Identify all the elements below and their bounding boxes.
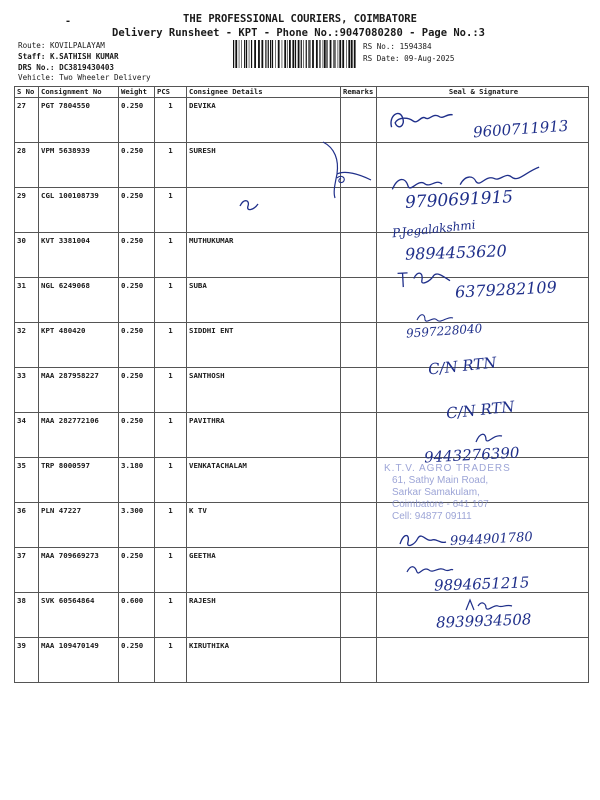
cell-remarks bbox=[341, 98, 377, 143]
cell-pcs: 1 bbox=[155, 638, 187, 683]
cell-consignment: TRP 8000597 bbox=[39, 458, 119, 503]
cell-consignee: SIDDHI ENT bbox=[187, 323, 341, 368]
cell-sno: 33 bbox=[15, 368, 39, 413]
cell-consignment: MAA 282772106 bbox=[39, 413, 119, 458]
col-weight: Weight bbox=[119, 87, 155, 98]
cell-consignment: KVT 3381004 bbox=[39, 233, 119, 278]
cell-consignee: SUBA bbox=[187, 278, 341, 323]
cell-consignee: VENKATACHALAM bbox=[187, 458, 341, 503]
dash-mark: - bbox=[65, 16, 72, 27]
table-row bbox=[15, 323, 589, 368]
cell-weight: 0.250 bbox=[119, 98, 155, 143]
cell-consignee: RAJESH bbox=[187, 593, 341, 638]
col-consignee: Consignee Details bbox=[187, 87, 341, 98]
cell-remarks bbox=[341, 278, 377, 323]
cell-remarks bbox=[341, 413, 377, 458]
handwritten-phone: 6379282109 bbox=[454, 277, 558, 302]
cell-pcs: 1 bbox=[155, 593, 187, 638]
cell-sno: 30 bbox=[15, 233, 39, 278]
handwritten-phone: 9790691915 bbox=[404, 187, 514, 213]
stamp-name: K.T.V. AGRO TRADERS bbox=[384, 463, 511, 474]
ink-scribble bbox=[238, 196, 260, 218]
runsheet-subtitle: Delivery Runsheet - KPT - Phone No.:9047080280 - Page No.:3 bbox=[112, 27, 485, 39]
cell-weight: 3.180 bbox=[119, 458, 155, 503]
company-title: THE PROFESSIONAL COURIERS, COIMBATORE bbox=[183, 13, 417, 25]
cell-pcs: 1 bbox=[155, 503, 187, 548]
cell-weight: 0.250 bbox=[119, 368, 155, 413]
cell-sno: 36 bbox=[15, 503, 39, 548]
cell-sno: 27 bbox=[15, 98, 39, 143]
cell-sno: 31 bbox=[15, 278, 39, 323]
cell-weight: 0.250 bbox=[119, 413, 155, 458]
cell-remarks bbox=[341, 638, 377, 683]
handwritten-phone: 9944901780 bbox=[449, 529, 534, 550]
cell-consignment: SVK 60564864 bbox=[39, 593, 119, 638]
table-header-row bbox=[15, 87, 589, 98]
signature-row31 bbox=[393, 266, 454, 295]
route-label: Route: KOVILPALAYAM bbox=[18, 41, 105, 50]
cell-consignee: SANTHOSH bbox=[187, 368, 341, 413]
cell-pcs: 1 bbox=[155, 278, 187, 323]
cell-sno: 28 bbox=[15, 143, 39, 188]
cell-consignment: VPM 5638939 bbox=[39, 143, 119, 188]
cell-pcs: 1 bbox=[155, 368, 187, 413]
handwritten-phone: 9597228040 bbox=[405, 321, 483, 341]
stamp-phone: Cell: 94877 09111 bbox=[392, 511, 472, 522]
handwritten-phone: 9894453620 bbox=[404, 241, 508, 264]
rs-date-label: RS Date: 09-Aug-2025 bbox=[363, 54, 455, 63]
cell-remarks bbox=[341, 323, 377, 368]
col-consignment: Consignment No bbox=[39, 87, 119, 98]
cell-consignee: PAVITHRA bbox=[187, 413, 341, 458]
cell-weight: 0.250 bbox=[119, 548, 155, 593]
col-signature: Seal & Signature bbox=[377, 87, 589, 98]
cell-consignment: PLN 47227 bbox=[39, 503, 119, 548]
cell-remarks bbox=[341, 368, 377, 413]
cell-weight: 0.250 bbox=[119, 233, 155, 278]
cell-consignment: NGL 6249068 bbox=[39, 278, 119, 323]
cell-sno: 35 bbox=[15, 458, 39, 503]
cell-pcs: 1 bbox=[155, 458, 187, 503]
handwritten-phone: 8939934508 bbox=[435, 610, 532, 632]
company-stamp bbox=[384, 463, 554, 523]
handwritten-phone: 9600711913 bbox=[472, 116, 569, 142]
cell-weight: 0.600 bbox=[119, 593, 155, 638]
cell-remarks bbox=[341, 548, 377, 593]
cell-consignee: GEETHA bbox=[187, 548, 341, 593]
cell-weight: 0.250 bbox=[119, 323, 155, 368]
handwritten-name: P.Jegalakshmi bbox=[391, 217, 477, 241]
stamp-address: Sarkar Samakulam, bbox=[392, 487, 480, 498]
cell-sno: 29 bbox=[15, 188, 39, 233]
cell-sno: 38 bbox=[15, 593, 39, 638]
cell-pcs: 1 bbox=[155, 188, 187, 233]
table-row bbox=[15, 638, 589, 683]
stamp-address: Coimbatore - 641 107 bbox=[392, 499, 489, 510]
cell-remarks bbox=[341, 593, 377, 638]
cell-consignment: CGL 100108739 bbox=[39, 188, 119, 233]
cell-pcs: 1 bbox=[155, 548, 187, 593]
cell-remarks bbox=[341, 458, 377, 503]
cell-weight: 3.300 bbox=[119, 503, 155, 548]
cell-sno: 39 bbox=[15, 638, 39, 683]
cell-pcs: 1 bbox=[155, 98, 187, 143]
ink-bracket-mark bbox=[315, 140, 375, 200]
cell-remarks bbox=[341, 503, 377, 548]
cell-pcs: 1 bbox=[155, 323, 187, 368]
cell-consignment: PGT 7804550 bbox=[39, 98, 119, 143]
vehicle-label: Vehicle: Two Wheeler Delivery bbox=[18, 73, 151, 82]
cell-sno: 34 bbox=[15, 413, 39, 458]
cell-signature bbox=[377, 638, 589, 683]
signature-row37 bbox=[398, 530, 448, 554]
cell-remarks bbox=[341, 233, 377, 278]
col-pcs: PCS bbox=[155, 87, 187, 98]
cell-consignee: K TV bbox=[187, 503, 341, 548]
cell-consignment: MAA 109470149 bbox=[39, 638, 119, 683]
col-remarks: Remarks bbox=[341, 87, 377, 98]
barcode bbox=[232, 40, 357, 68]
cell-pcs: 1 bbox=[155, 233, 187, 278]
handwritten-remark: C/N RTN bbox=[445, 397, 516, 423]
cell-weight: 0.250 bbox=[119, 188, 155, 233]
handwritten-remark: C/N RTN bbox=[427, 353, 498, 379]
cell-consignee: MUTHUKUMAR bbox=[187, 233, 341, 278]
col-sno: S No bbox=[15, 87, 39, 98]
cell-consignee: KIRUTHIKA bbox=[187, 638, 341, 683]
cell-pcs: 1 bbox=[155, 413, 187, 458]
rs-no-label: RS No.: 1594384 bbox=[363, 42, 432, 51]
cell-weight: 0.250 bbox=[119, 143, 155, 188]
cell-sno: 32 bbox=[15, 323, 39, 368]
cell-weight: 0.250 bbox=[119, 278, 155, 323]
staff-label: Staff: K.SATHISH KUMAR bbox=[18, 52, 119, 61]
cell-consignment: MAA 287958227 bbox=[39, 368, 119, 413]
cell-pcs: 1 bbox=[155, 143, 187, 188]
cell-consignee: DEVIKA bbox=[187, 98, 341, 143]
cell-weight: 0.250 bbox=[119, 638, 155, 683]
cell-sno: 37 bbox=[15, 548, 39, 593]
stamp-address: 61, Sathy Main Road, bbox=[392, 475, 489, 486]
drs-label: DRS No.: DC3819430403 bbox=[18, 63, 115, 72]
handwritten-phone: 9443276390 bbox=[423, 443, 520, 467]
cell-consignment: MAA 709669273 bbox=[39, 548, 119, 593]
handwritten-phone: 9894651215 bbox=[433, 573, 530, 595]
cell-consignee: SURESH bbox=[187, 143, 341, 188]
cell-consignment: KPT 480420 bbox=[39, 323, 119, 368]
